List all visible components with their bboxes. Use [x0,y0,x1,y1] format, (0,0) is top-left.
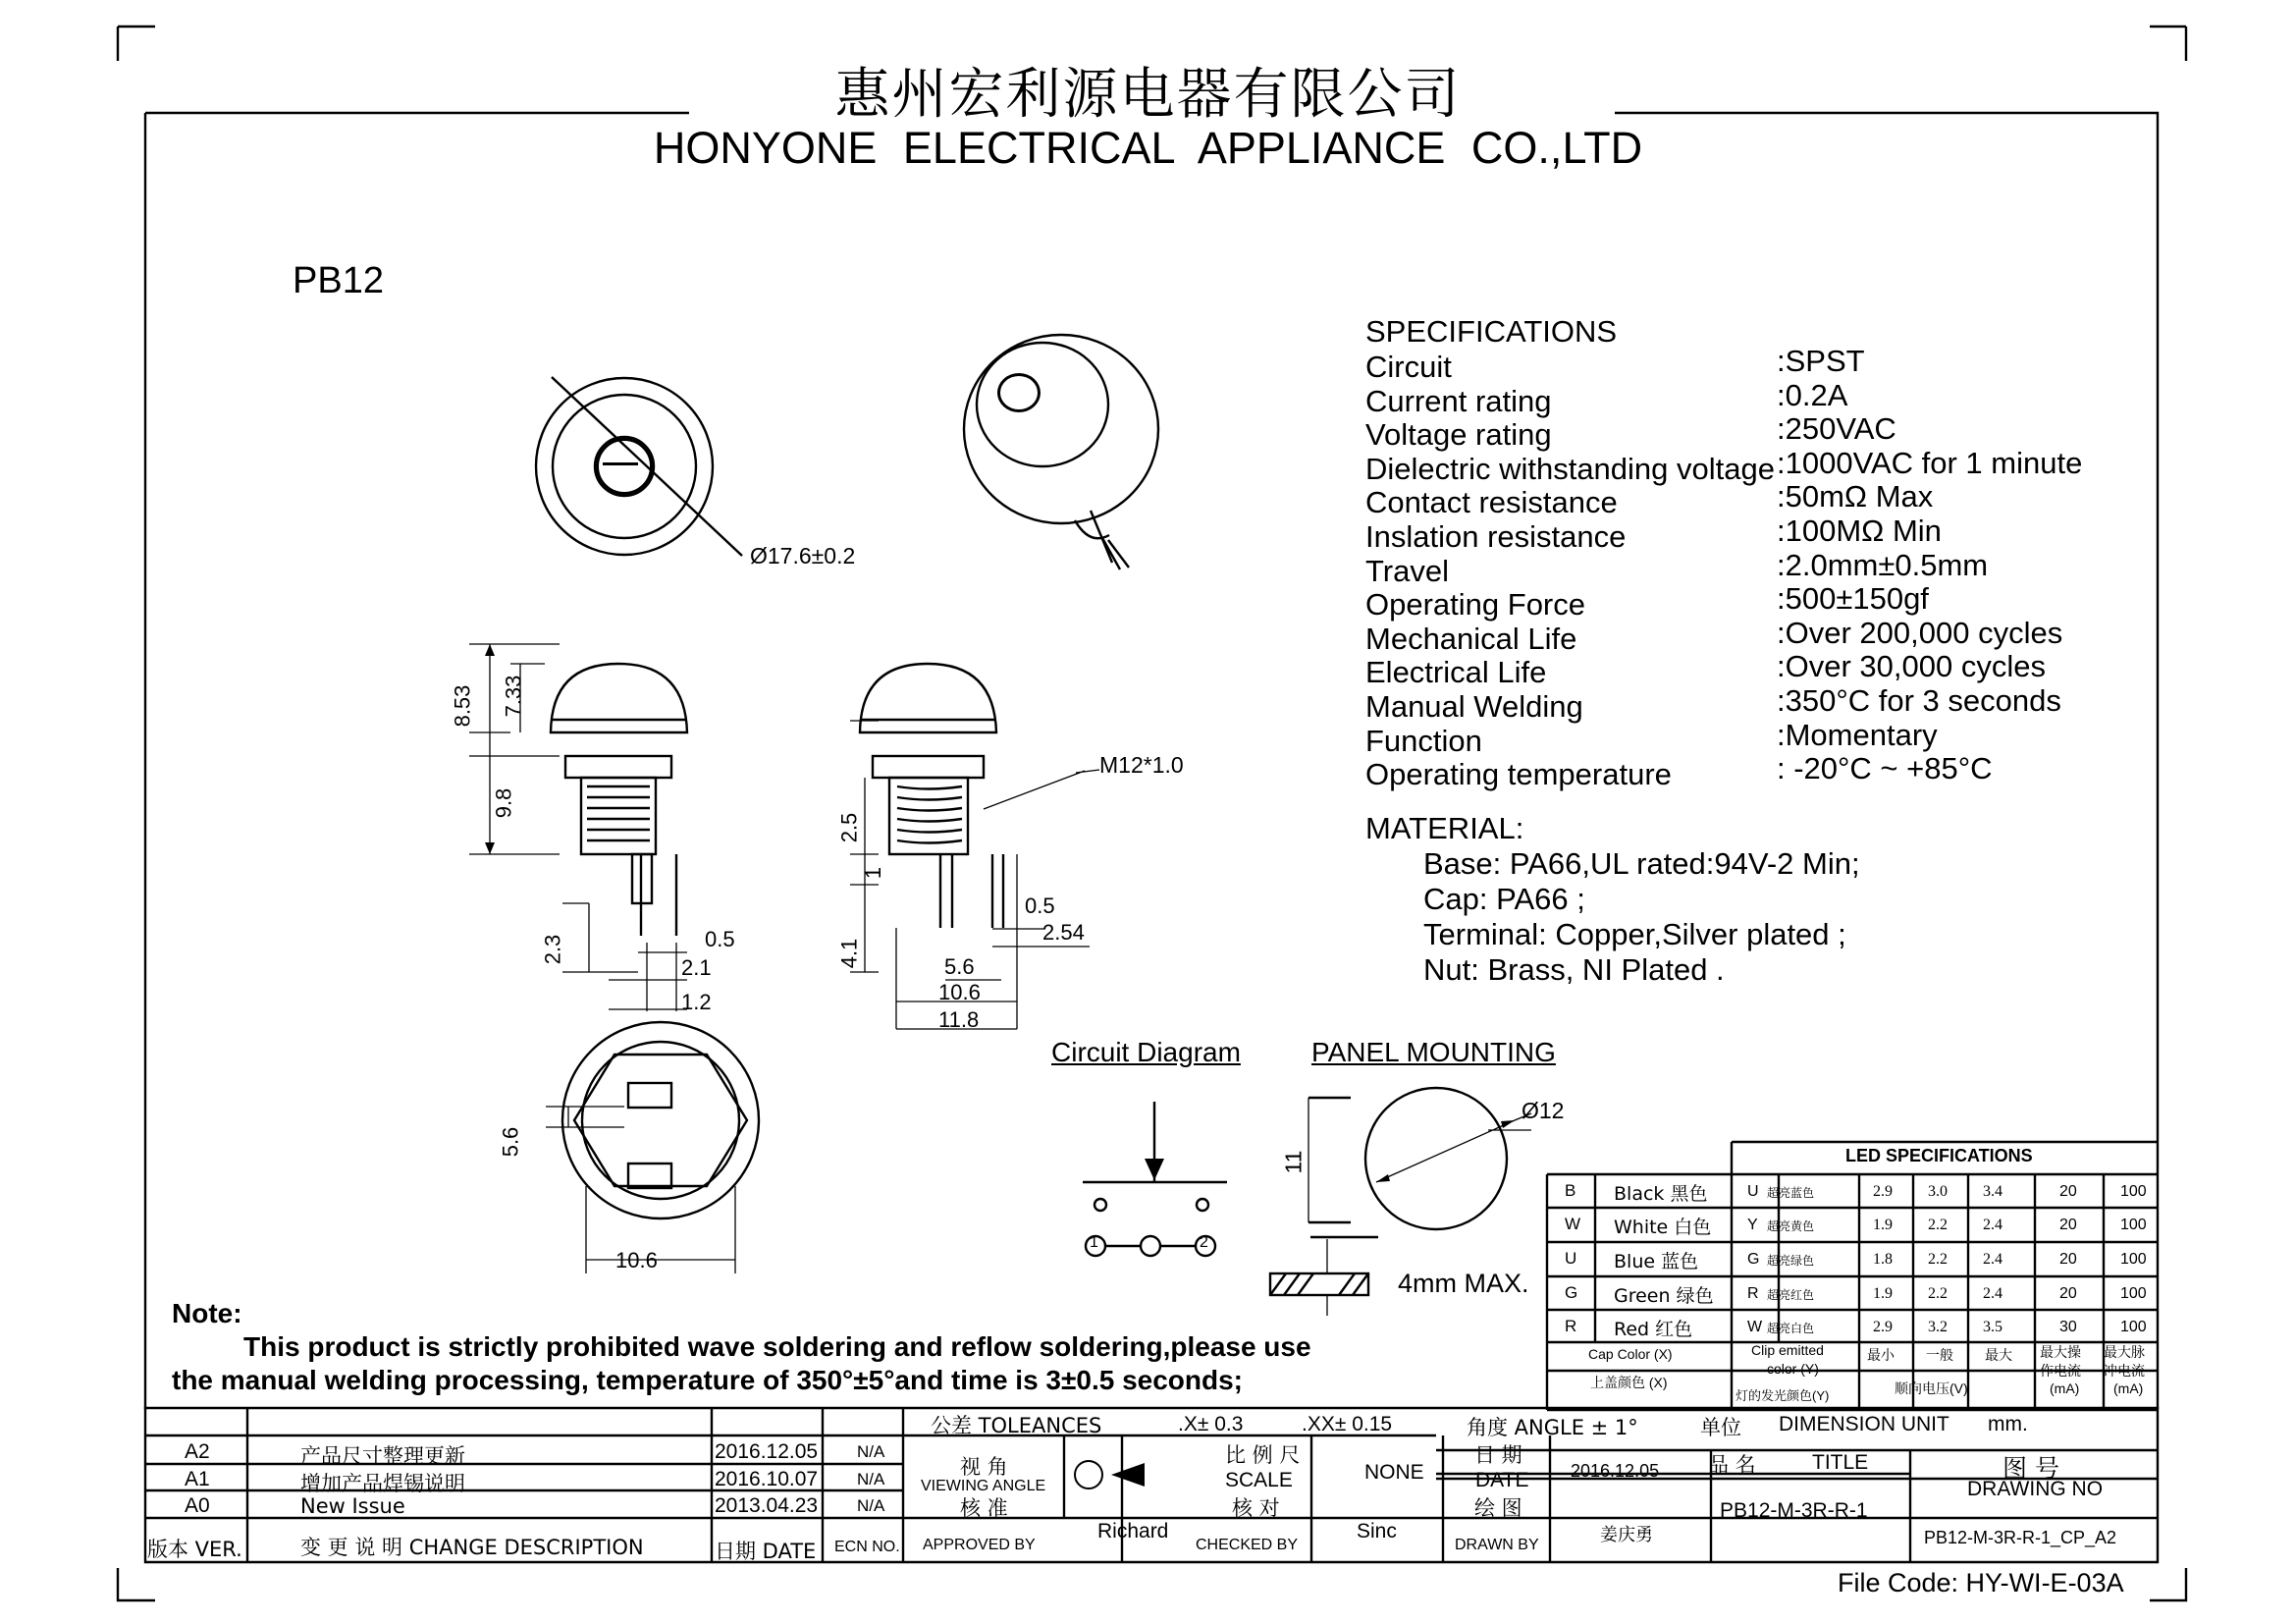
scale-value: NONE [1364,1461,1424,1484]
spec-value: :Over 200,000 cycles [1777,615,2063,650]
spec-label: Dielectric withstanding voltage [1365,451,1775,486]
rev-ecn: N/A [857,1442,885,1461]
hdr-ecn: ECN NO. [834,1539,900,1555]
circuit-pin-1: 1 [1090,1234,1098,1251]
dim-98: 9.8 [491,787,516,819]
vf-typ: 2.2 [1928,1285,1948,1302]
power-icon [596,438,653,495]
note-line-2: the manual welding processing, temperature of 350°±5°and time is 3±0.5 seconds; [172,1365,1244,1395]
led-foot-clip2: color (Y) [1767,1361,1819,1377]
if-operating: 20 [2059,1251,2077,1268]
vf-max: 2.4 [1983,1251,2002,1268]
hdr-desc: 变 更 说 明 CHANGE DESCRIPTION [300,1536,644,1559]
vf-max: 2.4 [1983,1285,2002,1302]
checked-cn: 核 对 [1232,1496,1280,1520]
vf-min: 2.9 [1873,1319,1893,1335]
tolerance-x: .X± 0.3 [1178,1413,1244,1435]
cap-code: U [1565,1249,1577,1268]
dim-118: 11.8 [938,1007,980,1032]
led-color: 超亮白色 [1767,1322,1815,1335]
spec-value: :100MΩ Min [1777,514,1942,548]
dim-bottom-106: 10.6 [615,1248,658,1272]
spec-heading: SPECIFICATIONS [1365,314,1618,349]
angle-tolerance: 角度 ANGLE ± 1° [1467,1416,1638,1439]
led-color: 超亮绿色 [1767,1254,1815,1268]
circuit-title: Circuit Diagram [1051,1037,1241,1067]
dim-thread: M12*1.0 [1099,752,1184,778]
drawing-no-label: DRAWING NO [1967,1478,2104,1500]
vf-typ: 3.0 [1928,1183,1948,1200]
rev-ecn: N/A [857,1496,885,1515]
led-code: U [1747,1183,1759,1200]
note-heading: Note: [172,1298,242,1328]
cap-color: Green 绿色 [1614,1285,1714,1307]
spec-label: Contact resistance [1365,485,1618,520]
if-pulse: 100 [2120,1319,2147,1335]
date-value: 2016.12.05 [1571,1461,1660,1481]
led-color: 超亮黄色 [1767,1219,1815,1233]
spec-label: Circuit [1365,350,1452,384]
dim-23: 2.3 [540,934,565,965]
led-foot-c2a: 最大脉 [2104,1344,2145,1360]
title-value: PB12-M-3R-R-1 [1720,1499,1868,1522]
led-color: 超亮红色 [1767,1288,1815,1302]
dim-diameter: Ø17.6±0.2 [750,543,856,568]
rev-date: 2013.04.23 [715,1494,819,1517]
rev-description: New Issue [300,1494,405,1518]
rev-date: 2016.12.05 [715,1440,819,1463]
tolerances: 公差 TOLEANCES [931,1414,1102,1437]
led-foot-c2c: (mA) [2113,1380,2144,1396]
cap-code: W [1565,1215,1581,1233]
approved-label: APPROVED BY [923,1537,1036,1553]
model-number: PB12 [293,260,384,301]
rev-description: 产品尺寸整理更新 [300,1444,465,1468]
checked-label: CHECKED BY [1196,1537,1299,1553]
dim-21: 2.1 [681,955,712,980]
spec-label: Operating temperature [1365,757,1672,792]
cap-color: White 白色 [1614,1217,1712,1238]
led-foot-cap2: 上盖颜色 (X) [1590,1375,1668,1390]
spec-label: Inslation resistance [1365,519,1627,554]
led-color: 超亮蓝色 [1767,1186,1815,1200]
if-pulse: 100 [2120,1285,2147,1302]
led-code: W [1747,1319,1763,1335]
note-line-1: This product is strictly prohibited wave soldering and reflow soldering,please use [243,1331,1311,1362]
rev-date: 2016.10.07 [715,1468,819,1490]
dim-05-right: 0.5 [1025,893,1055,918]
dim-12: 1.2 [681,990,712,1014]
dim-733: 7.33 [501,675,526,718]
led-foot-clip3: 灯的发光颜色(Y) [1735,1388,1830,1403]
date-cn: 日 期 [1474,1443,1522,1467]
drawing-no-cn: 图 号 [2002,1454,2059,1483]
led-foot-c1a: 最大操 [2040,1344,2081,1360]
if-operating: 20 [2059,1217,2077,1233]
power-icon-line [603,462,638,465]
vf-max: 3.5 [1983,1319,2002,1335]
led-foot-cap1: Cap Color (X) [1588,1346,1673,1362]
hdr-ver: 版本 VER. [147,1538,242,1561]
if-operating: 20 [2059,1285,2077,1302]
checked-value: Sinc [1357,1520,1397,1543]
title-label: TITLE [1812,1451,1869,1474]
spec-value: :2.0mm±0.5mm [1777,547,1989,582]
dim-bottom-56: 5.6 [498,1126,523,1158]
drawn-value: 姜庆勇 [1600,1525,1653,1545]
power-icon-3d [997,373,1041,412]
spec-value: :250VAC [1777,411,1896,447]
spec-label: Voltage rating [1365,417,1552,453]
rev-description: 增加产品焊锡说明 [300,1472,465,1495]
vf-max: 2.4 [1983,1217,2002,1233]
led-table-title: LED SPECIFICATIONS [1845,1146,2033,1165]
led-foot-c2b: 冲电流 [2104,1363,2145,1379]
cap-color: Blue 蓝色 [1614,1251,1699,1272]
vf-max: 3.4 [1983,1183,2002,1200]
hdr-date: 日期 DATE [715,1540,817,1563]
material-nut: Nut: Brass, NI Plated . [1423,952,1725,987]
cap-code: R [1565,1317,1577,1335]
scale-cn: 比 例 尺 [1225,1443,1301,1467]
if-pulse: 100 [2120,1183,2147,1200]
if-pulse: 100 [2120,1251,2147,1268]
dim-25: 2.5 [836,812,862,843]
title-cn: 品 名 [1708,1453,1756,1477]
unit-mm: mm. [1988,1413,2028,1435]
company-name-cn: 惠州宏利源电器有限公司 [834,63,1462,127]
spec-label: Travel [1365,553,1449,588]
dim-1: 1 [861,866,886,880]
led-foot-c1c: (mA) [2050,1380,2080,1396]
spec-label: Operating Force [1365,587,1585,623]
led-foot-min: 最小 [1867,1347,1895,1363]
cap-code: B [1565,1181,1576,1200]
rev-version: A0 [185,1494,210,1517]
spec-label: Current rating [1365,383,1552,418]
led-foot-clip1: Clip emitted [1751,1342,1824,1358]
led-foot-c1b: 作电流 [2040,1363,2081,1379]
spec-value: :1000VAC for 1 minute [1777,445,2083,480]
cap-code: G [1565,1283,1578,1302]
drawn-label: DRAWN BY [1455,1537,1539,1553]
dim-254: 2.54 [1042,920,1085,945]
led-code: R [1747,1285,1759,1302]
material-terminal: Terminal: Copper,Silver plated ; [1423,917,1846,951]
dimension-unit: DIMENSION UNIT [1779,1413,1949,1435]
tolerance-xx: .XX± 0.15 [1302,1413,1393,1435]
led-code: Y [1747,1217,1758,1233]
spec-label: Manual Welding [1365,689,1583,724]
dim-41: 4.1 [836,938,862,969]
vf-min: 1.9 [1873,1217,1893,1233]
if-operating: 20 [2059,1183,2077,1200]
vf-typ: 3.2 [1928,1319,1948,1335]
drawn-cn: 绘 图 [1474,1496,1522,1520]
circuit-pin-2: 2 [1200,1234,1208,1251]
if-pulse: 100 [2120,1217,2147,1233]
led-code: G [1747,1251,1760,1268]
panel-height: 11 [1280,1150,1307,1174]
spec-value: :50mΩ Max [1777,479,1934,514]
dim-56: 5.6 [944,954,975,979]
scale-label: SCALE [1225,1469,1293,1491]
spec-label: Electrical Life [1365,655,1547,690]
spec-value: :350°C for 3 seconds [1777,683,2061,718]
dim-05-left: 0.5 [705,927,735,951]
viewing-angle: VIEWING ANGLE [921,1478,1046,1494]
dim-853: 8.53 [450,684,475,728]
vf-typ: 2.2 [1928,1217,1948,1233]
panel-diameter: Ø12 [1522,1098,1565,1123]
spec-value: :500±150gf [1777,581,1929,617]
spec-value: :0.2A [1777,377,1848,412]
led-foot-typ: 一般 [1926,1347,1953,1363]
vf-min: 1.9 [1873,1285,1893,1302]
viewing-angle-cn: 视 角 [960,1455,1008,1479]
spec-value: :Over 30,000 cycles [1777,649,2046,684]
cap-color: Black 黑色 [1614,1183,1708,1205]
spec-value: :SPST [1777,344,1865,378]
material-heading: MATERIAL: [1365,811,1524,845]
rev-ecn: N/A [857,1470,885,1489]
drawing-no-value: PB12-M-3R-R-1_CP_A2 [1924,1528,2117,1547]
spec-value: : -20°C ~ +85°C [1777,751,1993,786]
spec-label: Mechanical Life [1365,621,1577,656]
unit-cn: 单位 [1700,1416,1741,1439]
company-name-en: HONYONE ELECTRICAL APPLIANCE CO.,LTD [653,123,1643,173]
projection-cone-icon [1111,1463,1145,1487]
spec-label: Function [1365,723,1482,758]
panel-title: PANEL MOUNTING [1311,1037,1556,1067]
projection-symbol-icon [1074,1460,1103,1489]
vf-min: 1.8 [1873,1251,1893,1268]
led-foot-max: 最大 [1985,1347,2012,1363]
material-base: Base: PA66,UL rated:94V-2 Min; [1423,846,1860,881]
cap-color: Red 红色 [1614,1319,1693,1340]
dim-106: 10.6 [938,980,981,1004]
date-label: DATE [1475,1469,1529,1491]
if-operating: 30 [2059,1319,2077,1335]
led-foot-fwd: 顺向电压(V) [1895,1380,1968,1396]
rev-version: A1 [185,1468,210,1490]
vf-min: 2.9 [1873,1183,1893,1200]
material-cap: Cap: PA66 ; [1423,882,1585,916]
spec-value: :Momentary [1777,717,1938,752]
panel-thickness: 4mm MAX. [1398,1269,1529,1298]
vf-typ: 2.2 [1928,1251,1948,1268]
file-code: File Code: HY-WI-E-03A [1838,1568,2124,1597]
rev-version: A2 [185,1440,210,1463]
approved-cn: 核 准 [960,1496,1008,1520]
approved-value: Richard [1097,1520,1169,1543]
